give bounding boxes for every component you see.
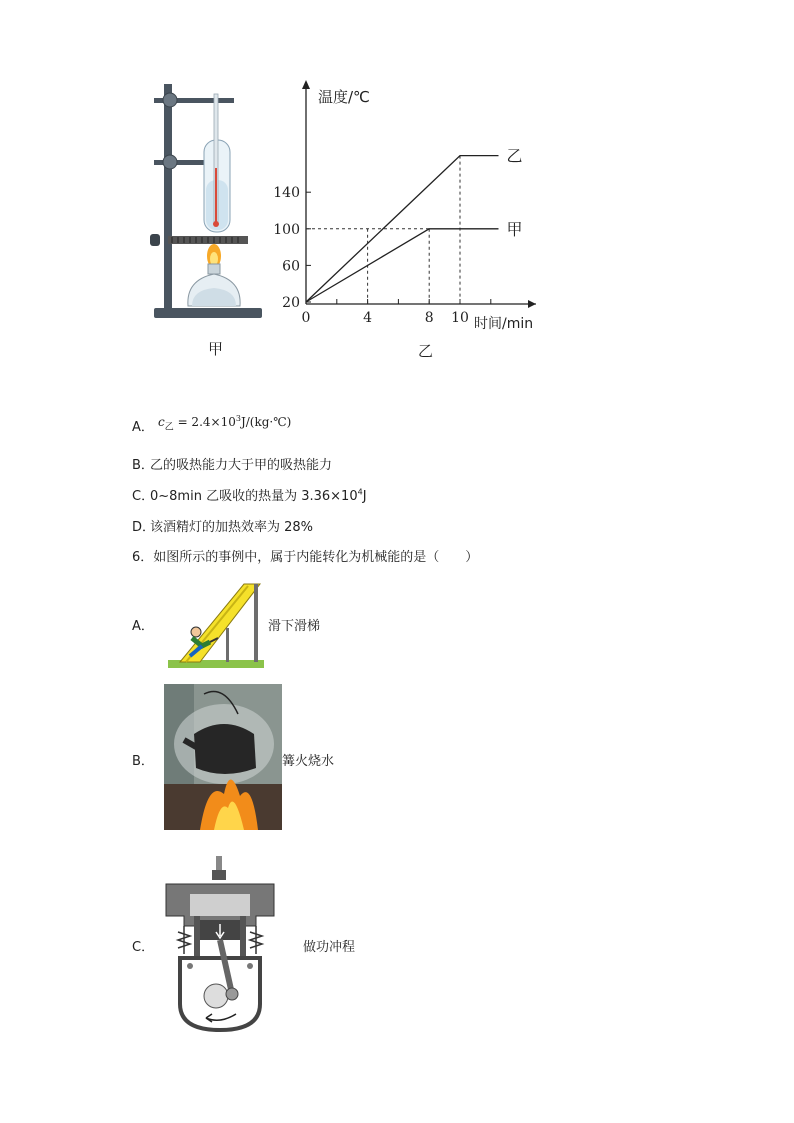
- figure-label-yi: 乙: [418, 342, 434, 360]
- x-tick-label: 8: [424, 310, 434, 326]
- option-d-letter: D．: [132, 520, 156, 535]
- figure-label-jia: 甲: [208, 340, 224, 358]
- apparatus-illustration: [148, 84, 268, 324]
- formula-exponent: 3: [235, 414, 241, 423]
- option-c-letter: C．: [132, 489, 155, 504]
- slide-illustration: [166, 576, 266, 670]
- x-tick-label: 0: [301, 310, 311, 326]
- option-c-exponent: 4: [357, 487, 363, 497]
- formula-c: c: [158, 415, 165, 429]
- formula-value: = 2.4×10: [173, 415, 236, 429]
- q6-option-c-caption: 做功冲程: [303, 940, 356, 955]
- x-axis-label: 时间/min: [474, 316, 534, 332]
- series-line: [306, 229, 499, 302]
- series-label: 乙: [506, 146, 523, 166]
- formula-subscript: 乙: [164, 422, 174, 433]
- option-a-letter: A．: [132, 420, 154, 435]
- q6-option-a-caption: 滑下滑梯: [268, 619, 321, 634]
- x-tick-label: 4: [363, 310, 373, 326]
- option-a-formula: [158, 414, 291, 432]
- y-tick-label: 100: [273, 221, 300, 238]
- option-c-text-pre: 0~8min 乙吸收的热量为 3.36×10: [150, 489, 358, 504]
- option-b-letter: B．: [132, 458, 154, 473]
- y-axis-arrow: [302, 80, 310, 89]
- y-tick-label: 140: [273, 185, 300, 202]
- q6-option-b-caption: 篝火烧水: [282, 754, 335, 769]
- q6-option-b-letter: B．: [132, 754, 154, 769]
- formula-unit: J/(kg·℃): [240, 415, 292, 429]
- option-b-text: 乙的吸热能力大于甲的吸热能力: [150, 458, 333, 473]
- temperature-time-chart: [266, 76, 556, 336]
- y-tick-label: 60: [282, 258, 300, 275]
- question-6-stem: 6．如图所示的事例中，属于内能转化为机械能的是（ ）: [132, 550, 479, 565]
- engine-power-stroke-diagram: [160, 854, 280, 1034]
- y-tick-label: 20: [282, 295, 300, 311]
- q6-option-c-letter: C．: [132, 940, 155, 955]
- option-c-text-post: J: [362, 489, 367, 504]
- series-label: 甲: [506, 219, 523, 239]
- q6-option-a-letter: A．: [132, 619, 154, 634]
- campfire-kettle-photo: [164, 684, 282, 830]
- x-axis-arrow: [528, 300, 536, 308]
- option-c-text: [150, 485, 367, 504]
- option-d-text: 该酒精灯的加热效率为 28%: [150, 520, 314, 535]
- y-axis-label: 温度/℃: [318, 88, 370, 106]
- x-tick-label: 10: [451, 310, 469, 326]
